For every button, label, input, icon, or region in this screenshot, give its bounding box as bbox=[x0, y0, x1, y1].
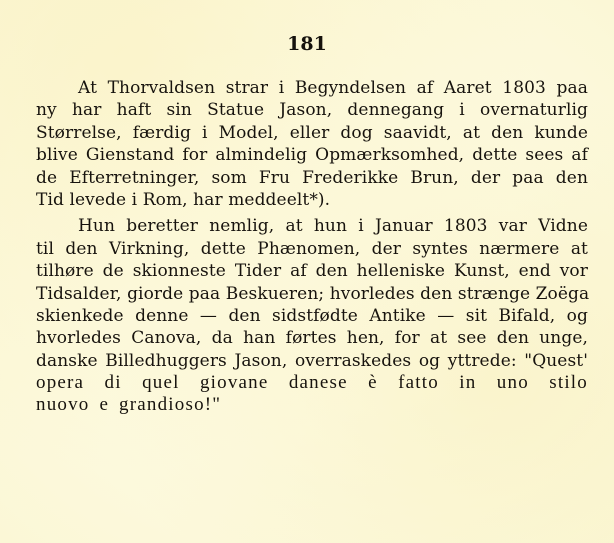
text-line: Tid levede i Rom, har meddeelt*). bbox=[36, 189, 331, 210]
page-number: 181 bbox=[287, 33, 327, 55]
text-line-italian-quote: opera di quel giovane danese è fatto in uno stilo bbox=[36, 372, 588, 394]
text-line: At Thorvaldsen strar i Begyndelsen af Aaret 1803 paa bbox=[78, 78, 588, 98]
text-line: de Efterretninger, som Fru Frederikke Brun, der paa den bbox=[36, 167, 588, 188]
text-line-italian-quote: nuovo e grandioso!" bbox=[36, 394, 222, 416]
text-line: blive Gienstand for almindelig Opmærksomhed, dette sees af bbox=[36, 145, 588, 166]
text-line: danske Billedhuggers Jason, overraskedes og yttrede: "Quest' bbox=[36, 350, 588, 371]
text-line: til den Virkning, dette Phænomen, der syntes nærmere at bbox=[36, 238, 588, 259]
paragraph-1 bbox=[36, 77, 588, 211]
text-line: Hun beretter nemlig, at hun i Januar 1803 var Vidne bbox=[78, 216, 588, 237]
text-line: hvorledes Canova, da han førtes hen, for at see den unge, bbox=[36, 328, 588, 349]
paragraph-2 bbox=[36, 215, 588, 417]
text-line: tilhøre de skionneste Tider af den helleniske Kunst, end vor bbox=[36, 261, 588, 282]
text-line: Størrelse, færdig i Model, eller dog saavidt, at den kunde bbox=[36, 122, 588, 143]
body-text bbox=[36, 77, 588, 417]
text-line: ny har haft sin Statue Jason, dennegang i overnaturlig bbox=[36, 100, 588, 121]
text-line: skienkede denne — den sidstfødte Antike — sit Bifald, og bbox=[36, 305, 588, 326]
text-line: Tidsalder, giorde paa Beskueren; hvorledes den strænge Zoëga bbox=[36, 283, 590, 304]
